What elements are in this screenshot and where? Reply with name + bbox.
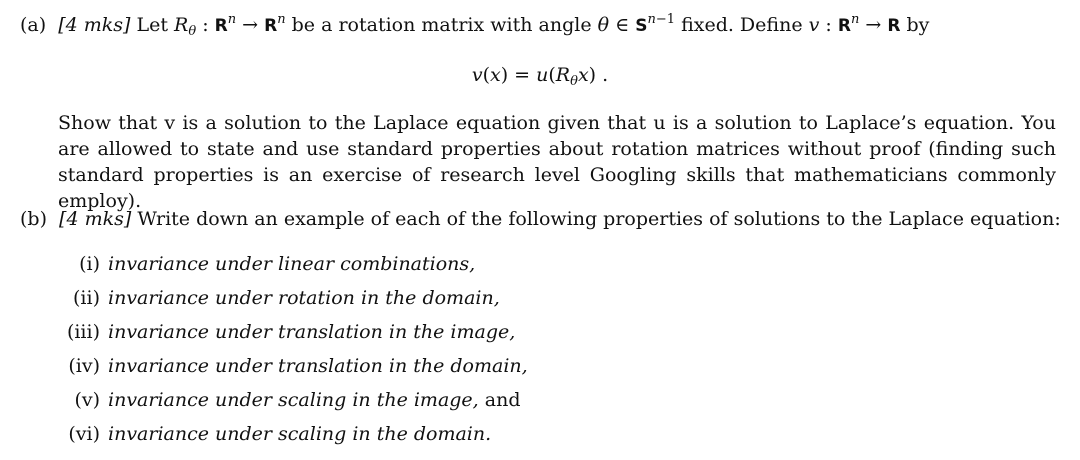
part-a-be: be a rotation matrix with angle <box>291 14 592 36</box>
part-a-by: by <box>906 14 930 36</box>
item-number: (vi) <box>68 423 100 445</box>
item-text: invariance under scaling in the domain. <box>108 423 492 445</box>
part-a-statement <box>20 12 929 39</box>
v-map-formula: v : $R^n \to R$ <box>808 12 901 36</box>
part-b-marks: [4 mks] <box>59 208 132 230</box>
rotation-map-formula: $R_\theta$ : $R^n \to R^n$ <box>174 12 286 39</box>
part-a-label: (a) <box>20 14 47 36</box>
part-a-let: Let <box>136 14 168 36</box>
part-a-fixed: fixed. Define <box>681 14 803 36</box>
item-number: (i) <box>79 253 100 275</box>
item-number: (iii) <box>66 321 100 343</box>
part-a-paragraph: Show that v is a solution to the Laplace equation given that u is a solution to Laplace’s equation. You are allowed to state and use standard properties about rotation matrices without proof (finding such standard properties is an exercise of research level Googling skills that mathematicians commonly employ). <box>58 112 1056 212</box>
angle-formula: θ ∈ $S^{n-1}$ <box>597 12 676 36</box>
part-b-intro: Write down an example of each of the following properties of solutions to the Laplace equation: <box>137 208 1061 230</box>
item-text: invariance under translation in the image, <box>108 321 516 343</box>
part-b-label: (b) <box>20 208 47 230</box>
item-number: (iv) <box>68 355 100 377</box>
item-number: (ii) <box>73 287 100 309</box>
item-number: (v) <box>74 389 100 411</box>
display-equation: $v(x) = u(R_\theta x)$ . <box>471 64 609 89</box>
part-b-statement <box>20 206 1061 232</box>
part-a-marks: [4 mks] <box>58 14 131 36</box>
item-text: invariance under translation in the domain, <box>108 355 528 377</box>
item-text: invariance under rotation in the domain, <box>108 287 500 309</box>
item-text: invariance under scaling in the image, and <box>108 389 521 411</box>
item-text: invariance under linear combinations, <box>108 253 476 275</box>
